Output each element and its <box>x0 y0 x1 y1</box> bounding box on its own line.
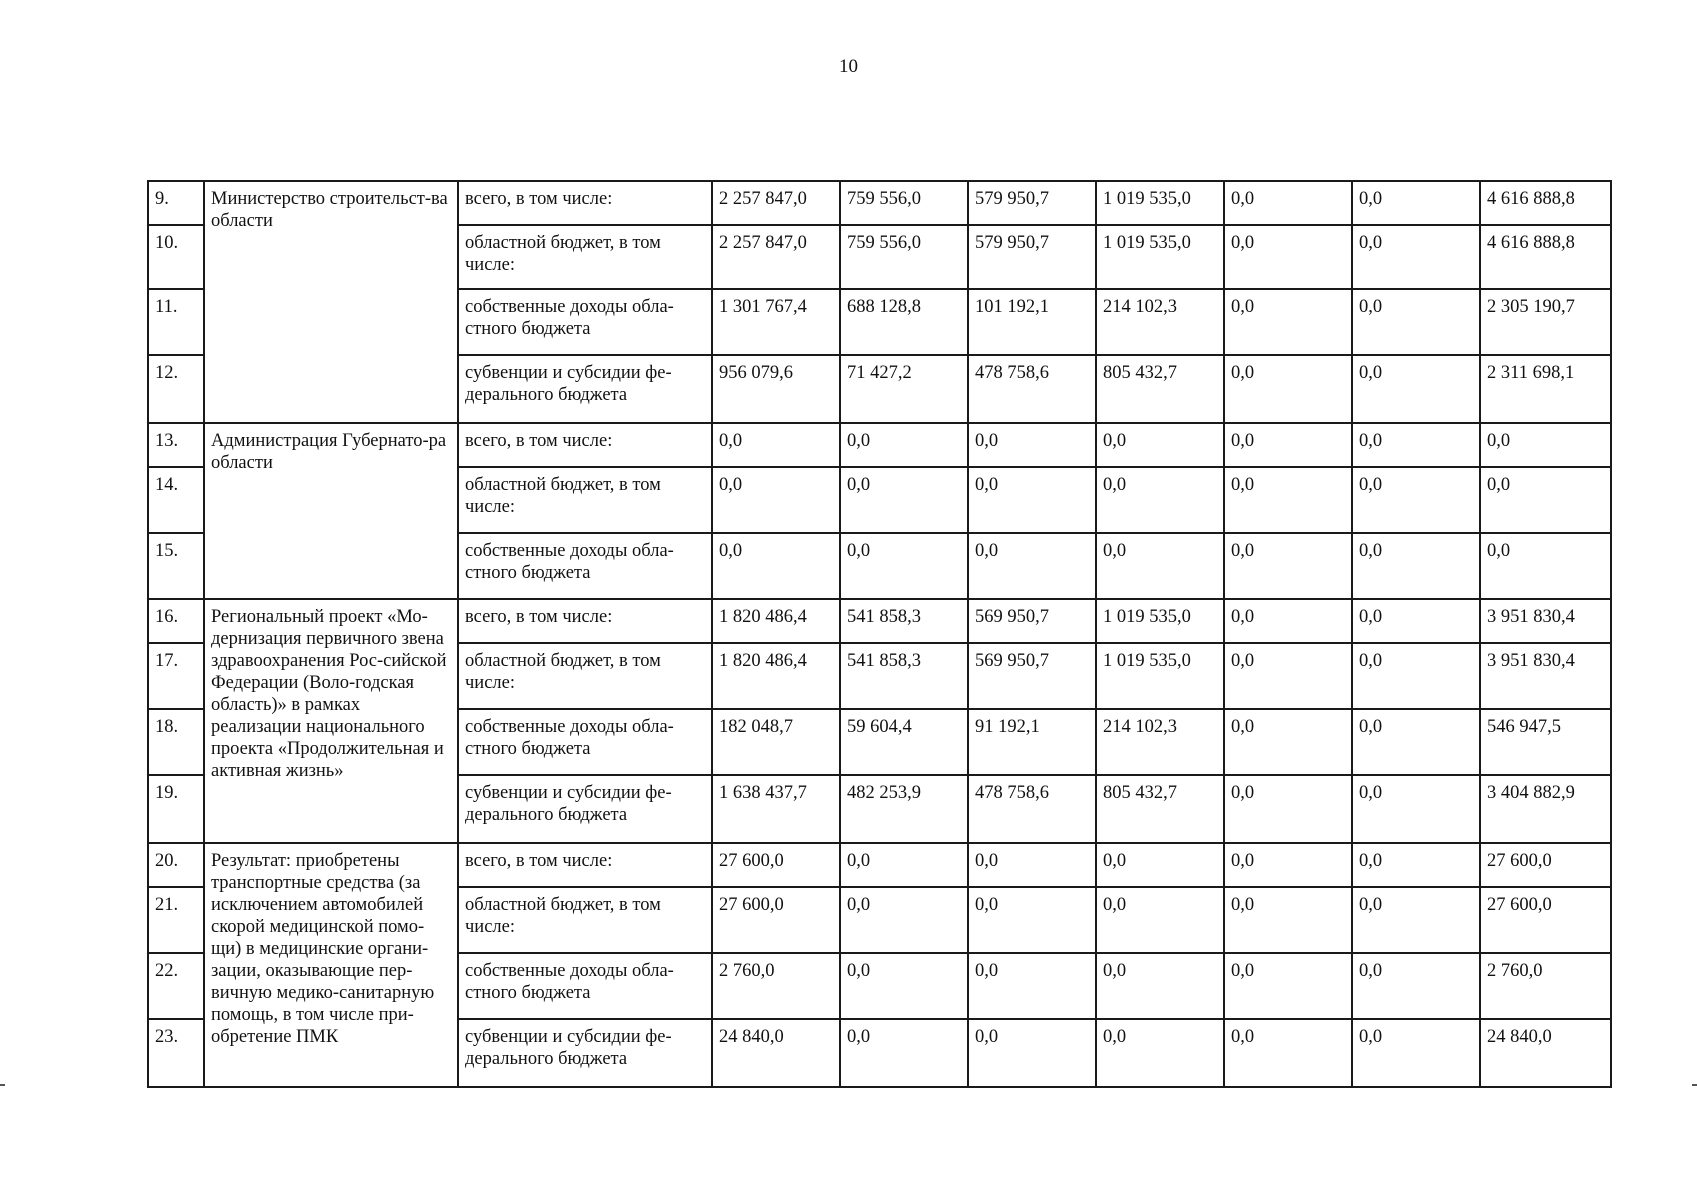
funding-source: всего, в том числе: <box>458 599 712 643</box>
year-value-cell: 0,0 <box>968 887 1096 953</box>
year-value-cell: 0,0 <box>1352 953 1480 1019</box>
year-value-cell: 0,0 <box>1352 775 1480 843</box>
total-value-cell: 27 600,0 <box>1480 843 1611 887</box>
funding-source: субвенции и субсидии фе-дерального бюджета <box>458 1019 712 1087</box>
year-value-cell: 0,0 <box>1224 775 1352 843</box>
year-value-cell: 0,0 <box>1096 953 1224 1019</box>
funding-source: всего, в том числе: <box>458 181 712 225</box>
funding-source: областной бюджет, в том числе: <box>458 225 712 289</box>
row-number: 9. <box>148 181 204 225</box>
year-value-cell: 0,0 <box>840 843 968 887</box>
year-value-cell: 0,0 <box>1224 181 1352 225</box>
funding-source: собственные доходы обла-стного бюджета <box>458 533 712 599</box>
year-value-cell: 569 950,7 <box>968 599 1096 643</box>
year-value-cell: 0,0 <box>840 1019 968 1087</box>
year-value-cell: 27 600,0 <box>712 887 840 953</box>
total-value-cell: 4 616 888,8 <box>1480 225 1611 289</box>
year-value-cell: 0,0 <box>1224 289 1352 355</box>
year-value-cell: 0,0 <box>712 423 840 467</box>
total-value-cell: 3 404 882,9 <box>1480 775 1611 843</box>
funding-source: всего, в том числе: <box>458 843 712 887</box>
right-edge-mark <box>1692 1084 1697 1086</box>
year-value-cell: 0,0 <box>1224 709 1352 775</box>
year-value-cell: 24 840,0 <box>712 1019 840 1087</box>
year-value-cell: 0,0 <box>1096 1019 1224 1087</box>
year-value-cell: 0,0 <box>712 467 840 533</box>
total-value-cell: 546 947,5 <box>1480 709 1611 775</box>
program-name: Региональный проект «Мо-дернизация первичного звена здравоохранения Рос-сийской Федерации (Воло-годская область)» в рамках реализации национального проекта «Продолжительная и активная жизнь» <box>204 599 458 843</box>
total-value-cell: 3 951 830,4 <box>1480 643 1611 709</box>
total-value-cell: 24 840,0 <box>1480 1019 1611 1087</box>
year-value-cell: 0,0 <box>1352 225 1480 289</box>
row-number: 22. <box>148 953 204 1019</box>
total-value-cell: 0,0 <box>1480 467 1611 533</box>
year-value-cell: 482 253,9 <box>840 775 968 843</box>
year-value-cell: 0,0 <box>1096 423 1224 467</box>
row-number: 13. <box>148 423 204 467</box>
year-value-cell: 759 556,0 <box>840 181 968 225</box>
year-value-cell: 0,0 <box>1224 225 1352 289</box>
year-value-cell: 0,0 <box>712 533 840 599</box>
year-value-cell: 0,0 <box>1096 843 1224 887</box>
year-value-cell: 0,0 <box>1352 181 1480 225</box>
funding-source: областной бюджет, в том числе: <box>458 467 712 533</box>
budget-table-body <box>148 181 1611 1087</box>
year-value-cell: 0,0 <box>968 1019 1096 1087</box>
year-value-cell: 0,0 <box>1224 423 1352 467</box>
year-value-cell: 0,0 <box>1224 887 1352 953</box>
year-value-cell: 0,0 <box>1224 1019 1352 1087</box>
year-value-cell: 71 427,2 <box>840 355 968 423</box>
year-value-cell: 805 432,7 <box>1096 775 1224 843</box>
year-value-cell: 478 758,6 <box>968 355 1096 423</box>
left-edge-mark <box>0 1084 5 1086</box>
year-value-cell: 805 432,7 <box>1096 355 1224 423</box>
year-value-cell: 1 301 767,4 <box>712 289 840 355</box>
year-value-cell: 0,0 <box>1352 1019 1480 1087</box>
year-value-cell: 101 192,1 <box>968 289 1096 355</box>
table-row <box>148 181 1611 225</box>
total-value-cell: 2 305 190,7 <box>1480 289 1611 355</box>
year-value-cell: 541 858,3 <box>840 643 968 709</box>
year-value-cell: 1 820 486,4 <box>712 643 840 709</box>
year-value-cell: 579 950,7 <box>968 225 1096 289</box>
year-value-cell: 0,0 <box>968 423 1096 467</box>
year-value-cell: 1 019 535,0 <box>1096 225 1224 289</box>
year-value-cell: 0,0 <box>968 953 1096 1019</box>
year-value-cell: 182 048,7 <box>712 709 840 775</box>
year-value-cell: 688 128,8 <box>840 289 968 355</box>
year-value-cell: 0,0 <box>1352 533 1480 599</box>
year-value-cell: 0,0 <box>840 887 968 953</box>
row-number: 21. <box>148 887 204 953</box>
year-value-cell: 2 760,0 <box>712 953 840 1019</box>
funding-source: собственные доходы обла-стного бюджета <box>458 953 712 1019</box>
year-value-cell: 0,0 <box>1352 599 1480 643</box>
table-row <box>148 599 1611 643</box>
year-value-cell: 0,0 <box>968 467 1096 533</box>
year-value-cell: 0,0 <box>840 953 968 1019</box>
row-number: 16. <box>148 599 204 643</box>
funding-source: субвенции и субсидии фе-дерального бюджета <box>458 355 712 423</box>
year-value-cell: 0,0 <box>1352 355 1480 423</box>
table-row <box>148 423 1611 467</box>
year-value-cell: 214 102,3 <box>1096 709 1224 775</box>
year-value-cell: 91 192,1 <box>968 709 1096 775</box>
year-value-cell: 0,0 <box>1096 533 1224 599</box>
funding-source: всего, в том числе: <box>458 423 712 467</box>
row-number: 20. <box>148 843 204 887</box>
year-value-cell: 0,0 <box>1224 953 1352 1019</box>
row-number: 12. <box>148 355 204 423</box>
year-value-cell: 1 638 437,7 <box>712 775 840 843</box>
year-value-cell: 0,0 <box>840 533 968 599</box>
year-value-cell: 579 950,7 <box>968 181 1096 225</box>
row-number: 15. <box>148 533 204 599</box>
funding-source: областной бюджет, в том числе: <box>458 643 712 709</box>
year-value-cell: 0,0 <box>1352 289 1480 355</box>
year-value-cell: 1 820 486,4 <box>712 599 840 643</box>
year-value-cell: 569 950,7 <box>968 643 1096 709</box>
program-name: Министерство строительст-ва области <box>204 181 458 423</box>
program-name: Администрация Губернато-ра области <box>204 423 458 599</box>
year-value-cell: 0,0 <box>1352 843 1480 887</box>
funding-source: областной бюджет, в том числе: <box>458 887 712 953</box>
year-value-cell: 0,0 <box>1224 355 1352 423</box>
row-number: 11. <box>148 289 204 355</box>
year-value-cell: 27 600,0 <box>712 843 840 887</box>
page-number: 10 <box>839 56 858 77</box>
year-value-cell: 0,0 <box>1352 467 1480 533</box>
year-value-cell: 0,0 <box>1352 887 1480 953</box>
year-value-cell: 0,0 <box>1352 423 1480 467</box>
year-value-cell: 1 019 535,0 <box>1096 643 1224 709</box>
funding-source: собственные доходы обла-стного бюджета <box>458 709 712 775</box>
row-number: 17. <box>148 643 204 709</box>
year-value-cell: 541 858,3 <box>840 599 968 643</box>
budget-table <box>147 180 1612 1088</box>
year-value-cell: 0,0 <box>840 467 968 533</box>
row-number: 19. <box>148 775 204 843</box>
row-number: 23. <box>148 1019 204 1087</box>
total-value-cell: 4 616 888,8 <box>1480 181 1611 225</box>
total-value-cell: 27 600,0 <box>1480 887 1611 953</box>
total-value-cell: 2 311 698,1 <box>1480 355 1611 423</box>
year-value-cell: 478 758,6 <box>968 775 1096 843</box>
total-value-cell: 2 760,0 <box>1480 953 1611 1019</box>
year-value-cell: 59 604,4 <box>840 709 968 775</box>
total-value-cell: 3 951 830,4 <box>1480 599 1611 643</box>
year-value-cell: 759 556,0 <box>840 225 968 289</box>
year-value-cell: 0,0 <box>1352 709 1480 775</box>
year-value-cell: 2 257 847,0 <box>712 181 840 225</box>
funding-source: субвенции и субсидии фе-дерального бюджета <box>458 775 712 843</box>
year-value-cell: 0,0 <box>1224 533 1352 599</box>
year-value-cell: 956 079,6 <box>712 355 840 423</box>
year-value-cell: 0,0 <box>1352 643 1480 709</box>
year-value-cell: 0,0 <box>1224 843 1352 887</box>
year-value-cell: 0,0 <box>1224 599 1352 643</box>
year-value-cell: 0,0 <box>968 843 1096 887</box>
total-value-cell: 0,0 <box>1480 423 1611 467</box>
year-value-cell: 0,0 <box>840 423 968 467</box>
year-value-cell: 0,0 <box>1224 467 1352 533</box>
year-value-cell: 1 019 535,0 <box>1096 599 1224 643</box>
row-number: 10. <box>148 225 204 289</box>
year-value-cell: 0,0 <box>1096 467 1224 533</box>
year-value-cell: 1 019 535,0 <box>1096 181 1224 225</box>
year-value-cell: 0,0 <box>1096 887 1224 953</box>
year-value-cell: 0,0 <box>968 533 1096 599</box>
year-value-cell: 2 257 847,0 <box>712 225 840 289</box>
table-row <box>148 843 1611 887</box>
year-value-cell: 214 102,3 <box>1096 289 1224 355</box>
total-value-cell: 0,0 <box>1480 533 1611 599</box>
row-number: 14. <box>148 467 204 533</box>
year-value-cell: 0,0 <box>1224 643 1352 709</box>
funding-source: собственные доходы обла-стного бюджета <box>458 289 712 355</box>
program-name: Результат: приобретены транспортные средства (за исключением автомобилей скорой медицинской помо-щи) в медицинские органи-зации, оказывающие пер-вичную медико-санитарную помощь, в том числе при-обретение ПМК <box>204 843 458 1087</box>
row-number: 18. <box>148 709 204 775</box>
